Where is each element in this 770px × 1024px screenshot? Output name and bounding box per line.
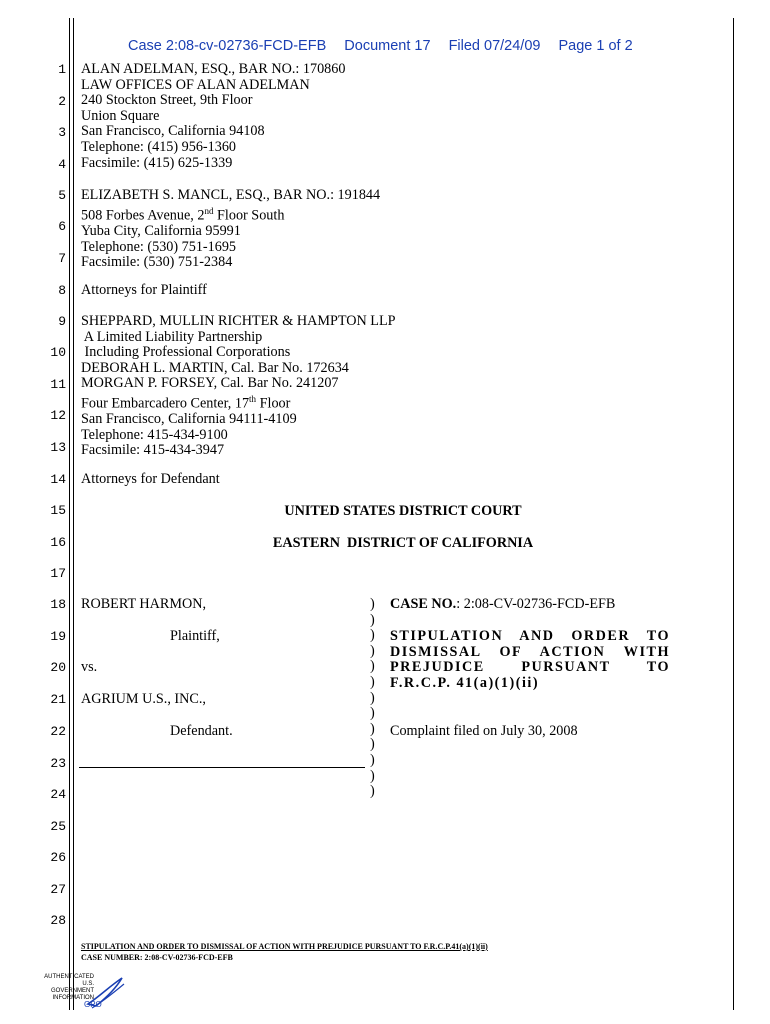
court-name: UNITED STATES DISTRICT COURT — [284, 503, 522, 519]
counsel-line: DEBORAH L. MARTIN, Cal. Bar No. 172634 — [81, 359, 349, 376]
counsel-line: SHEPPARD, MULLIN RICHTER & HAMPTON LLP — [81, 313, 396, 329]
counsel-line: Facsimile: 415-434-3947 — [81, 442, 225, 459]
caption-plaintiff-role: Plaintiff, — [170, 628, 220, 644]
line-number: 8 — [58, 283, 66, 298]
margin-rule-left-1 — [69, 18, 70, 1010]
caption-parentheses: ) ) ) ) ) ) ) ) ) ) ) ) ) — [370, 596, 375, 800]
counsel-line: ALAN ADELMAN, ESQ., BAR NO.: 170860 — [81, 61, 346, 77]
complaint-filed: Complaint filed on July 30, 2008 — [390, 723, 578, 739]
counsel-line: MORGAN P. FORSEY, Cal. Bar No. 241207 — [81, 375, 339, 392]
line-number: 13 — [50, 440, 66, 455]
header-case: Case 2:08-cv-02736-FCD-EFB — [128, 38, 327, 54]
gpo-line: U.S. GOVERNMENT — [50, 981, 94, 994]
header-document: Document 17 — [344, 38, 431, 54]
footer-case-number: CASE NUMBER: 2:08-CV-02736-FCD-EFB — [81, 953, 233, 962]
line-number: 1 — [58, 62, 66, 77]
counsel-address: Four Embarcadero Center, 17th Floor — [81, 393, 291, 412]
case-number: CASE NO.: 2:08-CV-02736-FCD-EFB — [390, 596, 616, 612]
counsel-line: San Francisco, California 94108 — [81, 123, 265, 140]
caption-plaintiff: ROBERT HARMON, — [81, 596, 207, 612]
counsel-line: San Francisco, California 94111-4109 — [81, 411, 297, 428]
line-number: 24 — [50, 787, 66, 802]
line-number: 26 — [50, 850, 66, 865]
defense-counsel — [81, 314, 396, 459]
gpo-line: INFORMATION — [52, 995, 94, 1001]
document-title: STIPULATION AND ORDER TO DISMISSAL OF ACTION WITH PREJUDICE PURSUANT TO F.R.C.P. 41(a)(1)(ii) — [390, 628, 670, 691]
line-number: 5 — [58, 188, 66, 203]
line-number: 19 — [50, 629, 66, 644]
line-number: 27 — [50, 882, 66, 897]
district-name: EASTERN DISTRICT OF CALIFORNIA — [272, 535, 534, 551]
gpo-authentication-seal — [38, 974, 134, 1014]
counsel-line: Facsimile: (530) 751-2384 — [81, 254, 233, 271]
line-number: 2 — [58, 94, 66, 109]
counsel-address: 508 Forbes Avenue, 2nd Floor South — [81, 205, 285, 224]
line-number: 11 — [50, 377, 66, 392]
line-number: 25 — [50, 819, 66, 834]
line-number: 15 — [50, 503, 66, 518]
margin-rule-left-2 — [73, 18, 74, 1010]
counsel-line: ELIZABETH S. MANCL, ESQ., BAR NO.: 191844 — [81, 187, 381, 203]
margin-rule-right — [733, 18, 734, 1010]
line-number: 21 — [50, 692, 66, 707]
counsel-line: Telephone: 415-434-9100 — [81, 426, 228, 443]
caption-rule — [79, 767, 365, 768]
line-number: 3 — [58, 125, 66, 140]
caption-defendant-role: Defendant. — [170, 723, 233, 739]
line-number: 6 — [58, 219, 66, 234]
counsel-line: A Limited Liability Partnership — [81, 328, 263, 345]
counsel-line: Including Professional Corporations — [81, 344, 291, 361]
line-number: 18 — [50, 597, 66, 612]
header-page: Page 1 of 2 — [558, 38, 633, 54]
line-number: 9 — [58, 314, 66, 329]
counsel-line: LAW OFFICES OF ALAN ADELMAN — [81, 76, 310, 93]
counsel-line: Union Square — [81, 107, 160, 124]
line-number: 10 — [50, 345, 66, 360]
plaintiff-counsel-mancl — [81, 188, 380, 271]
line-number: 16 — [50, 535, 66, 550]
header-filed: Filed 07/24/09 — [448, 38, 541, 54]
counsel-line: Yuba City, California 95991 — [81, 222, 241, 239]
caption-vs: vs. — [81, 659, 98, 675]
line-number: 7 — [58, 251, 66, 266]
counsel-line: Facsimile: (415) 625-1339 — [81, 154, 233, 171]
line-number: 14 — [50, 472, 66, 487]
plaintiff-counsel-adelman — [81, 62, 345, 171]
attorneys-for-defendant: Attorneys for Defendant — [81, 471, 220, 487]
caption-defendant: AGRIUM U.S., INC., — [81, 691, 206, 707]
counsel-line: 240 Stockton Street, 9th Floor — [81, 92, 253, 109]
footer-title: STIPULATION AND ORDER TO DISMISSAL OF ACTION WITH PREJUDICE PURSUANT TO F.R.C.P.41(a)(1)(ii) — [81, 942, 488, 951]
line-number: 20 — [50, 660, 66, 675]
gpo-mark: GPO — [84, 1000, 102, 1009]
counsel-line: Telephone: (415) 956-1360 — [81, 138, 237, 155]
line-number: 4 — [58, 157, 66, 172]
attorneys-for-plaintiff: Attorneys for Plaintiff — [81, 282, 207, 298]
gpo-line: AUTHENTICATED — [44, 974, 94, 980]
line-number: 22 — [50, 724, 66, 739]
counsel-line: Telephone: (530) 751-1695 — [81, 238, 237, 255]
filing-header — [128, 38, 647, 54]
line-number: 28 — [50, 913, 66, 928]
line-number: 17 — [50, 566, 66, 581]
line-number: 12 — [50, 408, 66, 423]
line-number: 23 — [50, 756, 66, 771]
